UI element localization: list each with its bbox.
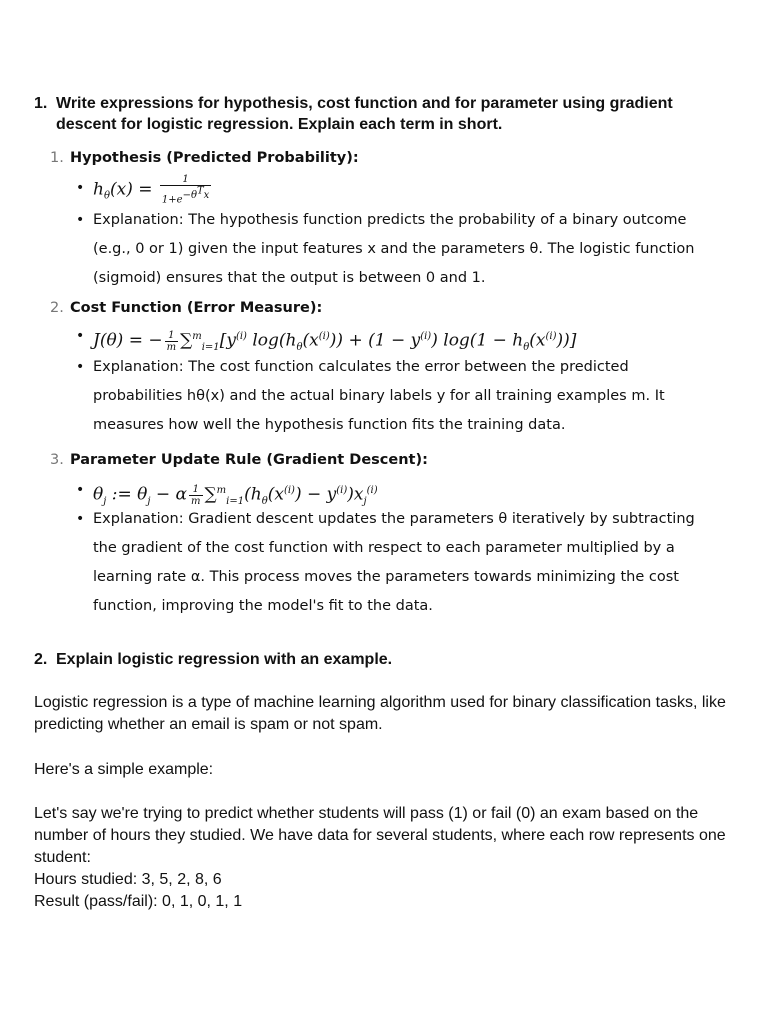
bullet-icon: • [76,328,85,344]
paragraph-intro [34,692,744,736]
paragraph-intro-line-2: predicting whether an email is spam or not spam. [34,716,383,733]
bullet-icon: • [76,511,85,527]
question-1-line-2: descent for logistic regression. Explain each term in short. [56,116,503,133]
question-1-number: 1. [34,95,48,112]
cost-formula: J(θ) = − $\frac{1}{m}$ $\sum^m_{i=1}[y^{(i)}$ $\log(h_\theta(x^{(i)})) + (1 - y^{(i)}) \log(1 - h_\theta(x^{(i)}))$] [93,329,577,354]
paragraph-intro-line-1: Logistic regression is a type of machine learning algorithm used for binary classification tasks, like [34,694,726,711]
bullet-icon: • [76,359,85,375]
paragraph-example-line-2: number of hours they studied. We have data for several students, where each row represents one [34,827,726,844]
item-3-number: 3. [50,452,64,468]
item-1-explanation [76,206,696,293]
item-2-explanation-line-1: Explanation: The cost function calculates the error between the predicted [93,359,629,375]
item-2-heading [50,300,322,316]
item-3-explanation-line-1: Explanation: Gradient descent updates the parameters θ iteratively by subtracting [93,511,695,527]
item-3-explanation [76,505,696,621]
item-1-number: 1. [50,150,64,166]
item-3-explanation-line-3: learning rate α. This process moves the parameters towards minimizing the cost [93,569,679,585]
item-1-title: Hypothesis (Predicted Probability): [70,150,359,166]
sigmoid-fraction: $\frac{1}{1+e^{-\theta^Tx}}$ [161,174,210,206]
question-2-number: 2. [34,651,48,668]
result-line: Result (pass/fail): 0, 1, 0, 1, 1 [34,893,243,910]
hours-studied-line: Hours studied: 3, 5, 2, 8, 6 [34,871,222,888]
item-1-explanation-line-1: Explanation: The hypothesis function predicts the probability of a binary outcome [93,212,687,228]
item-3-explanation-line-4: function, improving the model's fit to the data. [93,598,433,614]
paragraph-example-line-3: student: [34,849,91,866]
item-2-title: Cost Function (Error Measure): [70,300,323,316]
bullet-icon: • [76,180,85,196]
item-2-explanation-line-2: probabilities hθ(x) and the actual binary labels y for all training examples m. It [93,388,665,404]
item-2-explanation-line-3: measures how well the hypothesis function fits the training data. [93,417,566,433]
question-1 [34,93,734,135]
item-3-heading [50,452,428,468]
item-1-explanation-line-3: (sigmoid) ensures that the output is between 0 and 1. [93,270,486,286]
paragraph-example-label: Here's a simple example: [34,761,214,778]
update-formula: $\theta_j$ := $\theta_j - \alpha$ $\frac{1}{m}$ $\sum^m_{i=1}(h_\theta(x^{(i)}) - y^{(i)})x_j^{(i)}$ [93,483,378,508]
question-2-text: Explain logistic regression with an example. [56,651,393,668]
hypothesis-formula: $h_\theta(x)$ = $\frac{1}{1+e^{-\theta^Tx}}$ [93,174,210,206]
item-2-number: 2. [50,300,64,316]
paragraph-example [34,803,744,913]
item-2-explanation [76,353,696,440]
item-1-heading [50,150,359,166]
paragraph-example-line-1: Let's say we're trying to predict whether students will pass (1) or fail (0) an exam based on the [34,805,699,822]
question-2 [34,649,734,670]
bullet-icon: • [76,212,85,228]
item-3-title: Parameter Update Rule (Gradient Descent): [70,452,428,468]
item-3-explanation-line-2: the gradient of the cost function with respect to each parameter multiplied by a [93,540,675,556]
bullet-icon: • [76,482,85,498]
item-1-explanation-line-2: (e.g., 0 or 1) given the input features x and the parameters θ. The logistic function [93,241,695,257]
question-1-line-1: Write expressions for hypothesis, cost function and for parameter using gradient [56,95,673,112]
